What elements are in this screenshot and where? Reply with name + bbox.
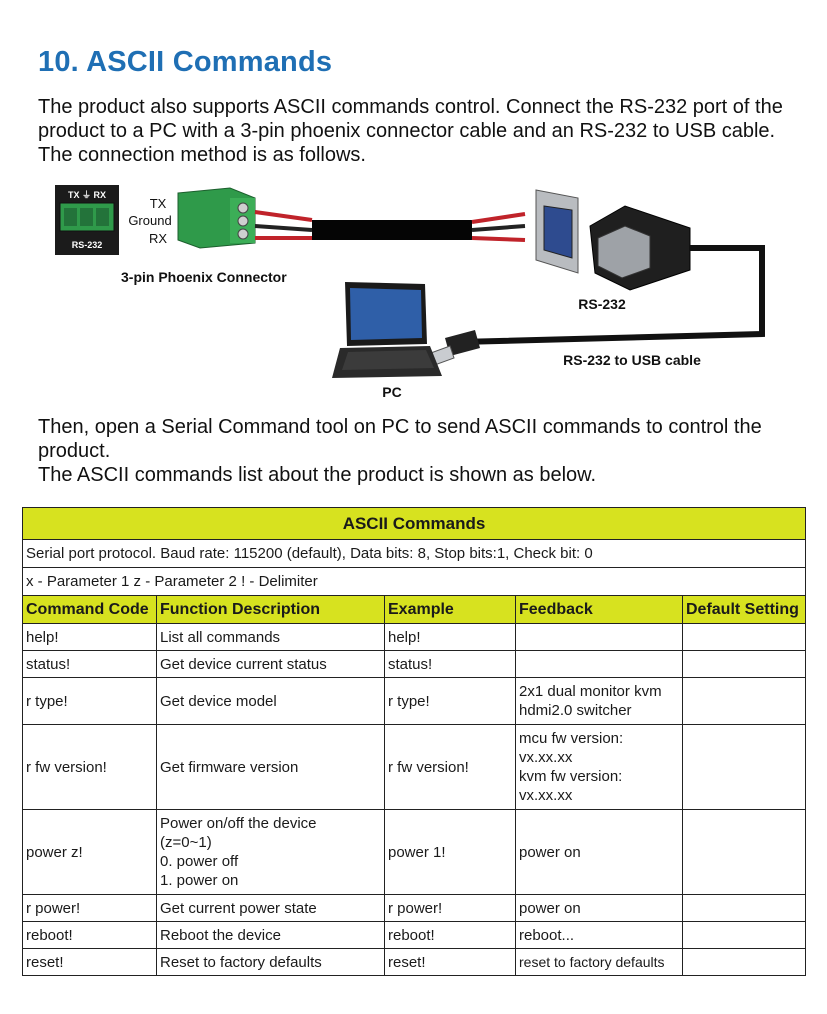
cell-command: reset! bbox=[23, 949, 157, 976]
cell-command: r type! bbox=[23, 678, 157, 725]
laptop-icon bbox=[332, 282, 442, 378]
cell-command: power z! bbox=[23, 810, 157, 895]
cell-example: r power! bbox=[385, 895, 516, 922]
cell-command: reboot! bbox=[23, 922, 157, 949]
then-paragraph: Then, open a Serial Command tool on PC to send ASCII commands to control the product. The ASCII commands list about the product is shown as below. bbox=[38, 416, 762, 486]
cell-feedback: mcu fw version: vx.xx.xx kvm fw version: vx.xx.xx bbox=[516, 725, 683, 810]
table-row bbox=[23, 922, 806, 949]
params-text: x - Parameter 1 z - Parameter 2 ! - Delimiter bbox=[26, 573, 318, 590]
cell-feedback: power on bbox=[516, 895, 683, 922]
cell-example: r type! bbox=[385, 678, 516, 725]
connection-diagram bbox=[50, 178, 790, 406]
cell-default bbox=[683, 922, 806, 949]
table-header-row bbox=[23, 596, 806, 624]
cell-example: reset! bbox=[385, 949, 516, 976]
usb-cable-label: RS-232 to USB cable bbox=[563, 352, 701, 368]
header-function-description: Function Description bbox=[157, 596, 385, 624]
cell-function: Reboot the device bbox=[157, 922, 385, 949]
cell-default bbox=[683, 725, 806, 810]
cell-function: Power on/off the device (z=0~1) 0. power off 1. power on bbox=[157, 810, 385, 895]
port-label-bottom: RS-232 bbox=[71, 240, 103, 250]
pin-rx-label: RX bbox=[148, 231, 168, 246]
table-row bbox=[23, 678, 806, 725]
cell-command: status! bbox=[23, 651, 157, 678]
cell-feedback: reboot... bbox=[516, 922, 683, 949]
cell-example: status! bbox=[385, 651, 516, 678]
page-heading: 10. ASCII Commands bbox=[38, 46, 333, 78]
table-row bbox=[23, 651, 806, 678]
table-row bbox=[23, 810, 806, 895]
phoenix-connector-label: 3-pin Phoenix Connector bbox=[121, 269, 287, 285]
cell-feedback: reset to factory defaults bbox=[516, 949, 683, 976]
header-command-code: Command Code bbox=[23, 596, 157, 624]
cell-default bbox=[683, 651, 806, 678]
cell-function: Get firmware version bbox=[157, 725, 385, 810]
table-title: ASCII Commands bbox=[23, 508, 806, 540]
cell-default bbox=[683, 678, 806, 725]
cell-default bbox=[683, 810, 806, 895]
cell-example: reboot! bbox=[385, 922, 516, 949]
cell-command: r fw version! bbox=[23, 725, 157, 810]
cell-default bbox=[683, 949, 806, 976]
cell-example: r fw version! bbox=[385, 725, 516, 810]
protocol-row bbox=[23, 540, 806, 568]
rs232-port-panel bbox=[55, 185, 119, 255]
header-feedback: Feedback bbox=[516, 596, 683, 624]
table-row bbox=[23, 895, 806, 922]
ascii-commands-table bbox=[22, 507, 806, 976]
protocol-text: Serial port protocol. Baud rate: 115200 (default), Data bits: 8, Stop bits:1, Check bit: 0 bbox=[26, 545, 593, 562]
rs232-label: RS-232 bbox=[578, 296, 626, 312]
cell-feedback: 2x1 dual monitor kvm hdmi2.0 switcher bbox=[516, 678, 683, 725]
intro-paragraph: The product also supports ASCII commands control. Connect the RS-232 port of the product to a PC with a 3-pin phoenix connector cable and an RS-232 to USB cable. The connection method is as follows. bbox=[38, 96, 783, 166]
header-example: Example bbox=[385, 596, 516, 624]
cell-command: help! bbox=[23, 624, 157, 651]
phoenix-connector-icon bbox=[178, 188, 255, 248]
cell-example: power 1! bbox=[385, 810, 516, 895]
cell-feedback bbox=[516, 651, 683, 678]
db9-male-connector-icon bbox=[590, 206, 690, 290]
pc-label: PC bbox=[382, 384, 402, 400]
cell-function: List all commands bbox=[157, 624, 385, 651]
table-row bbox=[23, 949, 806, 976]
cell-default bbox=[683, 895, 806, 922]
cell-feedback: power on bbox=[516, 810, 683, 895]
table-row bbox=[23, 624, 806, 651]
port-label-top: TX ⏚ RX bbox=[67, 190, 107, 200]
db9-female-connector-icon bbox=[536, 190, 578, 273]
cell-command: r power! bbox=[23, 895, 157, 922]
cell-example: help! bbox=[385, 624, 516, 651]
cell-function: Get current power state bbox=[157, 895, 385, 922]
cable-icon bbox=[312, 220, 472, 240]
header-default-setting: Default Setting bbox=[683, 596, 806, 624]
cell-feedback bbox=[516, 624, 683, 651]
cell-function: Reset to factory defaults bbox=[157, 949, 385, 976]
table-row bbox=[23, 725, 806, 810]
cell-function: Get device current status bbox=[157, 651, 385, 678]
cell-function: Get device model bbox=[157, 678, 385, 725]
pin-ground-label: Ground bbox=[128, 213, 172, 228]
params-row bbox=[23, 568, 806, 596]
cell-default bbox=[683, 624, 806, 651]
pin-tx-label: TX bbox=[149, 196, 167, 211]
